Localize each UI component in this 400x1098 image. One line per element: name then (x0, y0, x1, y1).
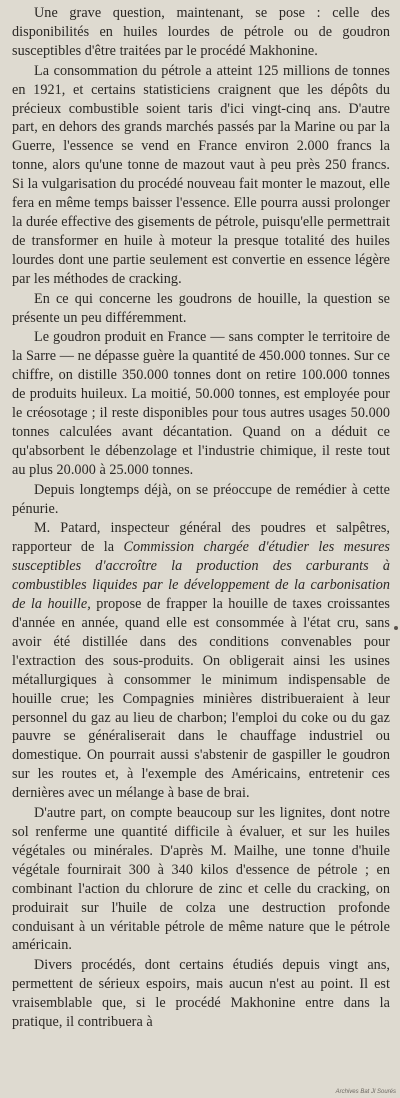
paragraph-text: propose de frapper la houille de taxes croissantes d'année en année, quand elle est consommée à l'état cru, sans avoir été distillée dans des conditions convenables pour l'extraction des sous-produits. On obligerait ainsi les usines métallurgiques à consommer le minimum indispensable de houille crue; les Compagnies minières distribueraient à leur personnel du gaz au lieu de charbon; l'emploi du coke ou du gaz pauvre se généraliserait dans le chauffage industriel ou domestique. On pourrait aussi s'abstenir de gaspiller le goudron sur les routes et, à l'exemple des Américains, entretenir ces dernières avec un mélange à base de brai. (12, 596, 390, 802)
paragraph: Le goudron produit en France — sans compter le territoire de la Sarre — ne dépasse guère la quantité de 450.000 tonnes. Sur ce chiffre, on distille 350.000 tonnes dont on retire 100.000 tonnes de produits huileux. La moitié, 50.000 tonnes, est employée pour le créosotage ; il reste disponibles pour tous autres usages 50.000 tonnes calculées avant décantation. Quand on a déduit ce qu'absorbent le débenzolage et l'industrie chimique, il reste tout au plus 20.000 à 25.000 tonnes. (12, 329, 390, 478)
commission-title: Commission chargée d'étudier les mesures susceptibles d'accroître la production des carburants à combustibles liquides par le développement de la carbonisation de la houille, (12, 539, 390, 613)
paragraph: La consommation du pétrole a atteint 125 millions de tonnes en 1921, et certains statisticiens craignent que les dépôts du précieux combustible soient taris d'ici vingt-cinq ans. D'autre part, en dehors des grands marchés passés par la Marine ou par la Guerre, l'essence se vend en France environ 2.000 francs la tonne, alors qu'une tonne de mazout vaut à peu près 250 francs. Si la vulgarisation du procédé nouveau fait monter le mazout, elle fera en même temps baisser l'essence. Elle pourra aussi prolonger la durée effective des gisements de pétrole, puisqu'elle permettrait de transformer en huile à moteur la presque totalité des huiles lourdes dont une partie seulement est convertie en essence légère par les méthodes de cracking. (12, 62, 390, 287)
archive-watermark: Archives Bat Jl Sourés (335, 1089, 396, 1095)
paragraph: En ce qui concerne les goudrons de houille, la question se présente un peu différemment. (12, 290, 390, 326)
paragraph-text: M. Patard, inspecteur général des poudres et salpêtres, rapporteur de la (12, 520, 390, 556)
paragraph: Depuis longtemps déjà, on se préoccupe de remédier à cette pénurie. (12, 481, 390, 517)
article-column (12, 4, 390, 1033)
paragraph-with-italic (12, 519, 390, 803)
paragraph: Divers procédés, dont certains étudiés depuis vingt ans, permettent de sérieux espoirs, mais aucun n'est au point. Il est vraisemblable que, si le procédé Makhonine entre dans la pratique, il contribuera à (12, 957, 390, 1031)
paragraph: Une grave question, maintenant, se pose : celle des disponibilités en huiles lourdes de pétrole ou de goudron susceptibles d'être traitées par le procédé Makhonine. (12, 5, 390, 59)
paragraph: D'autre part, on compte beaucoup sur les lignites, dont notre sol renferme une quantité difficile à évaluer, et sur les huiles végétales ou minérales. D'après M. Mailhe, une tonne d'huile végétale fournirait 300 à 340 kilos d'essence de pétrole ; en combinant l'action du chlorure de zinc et celle du cracking, on produirait sur l'huile de colza une destruction profonde conduisant à un véritable pétrole de même nature que le pétrole américain. (12, 805, 390, 954)
ink-speck (394, 626, 398, 630)
